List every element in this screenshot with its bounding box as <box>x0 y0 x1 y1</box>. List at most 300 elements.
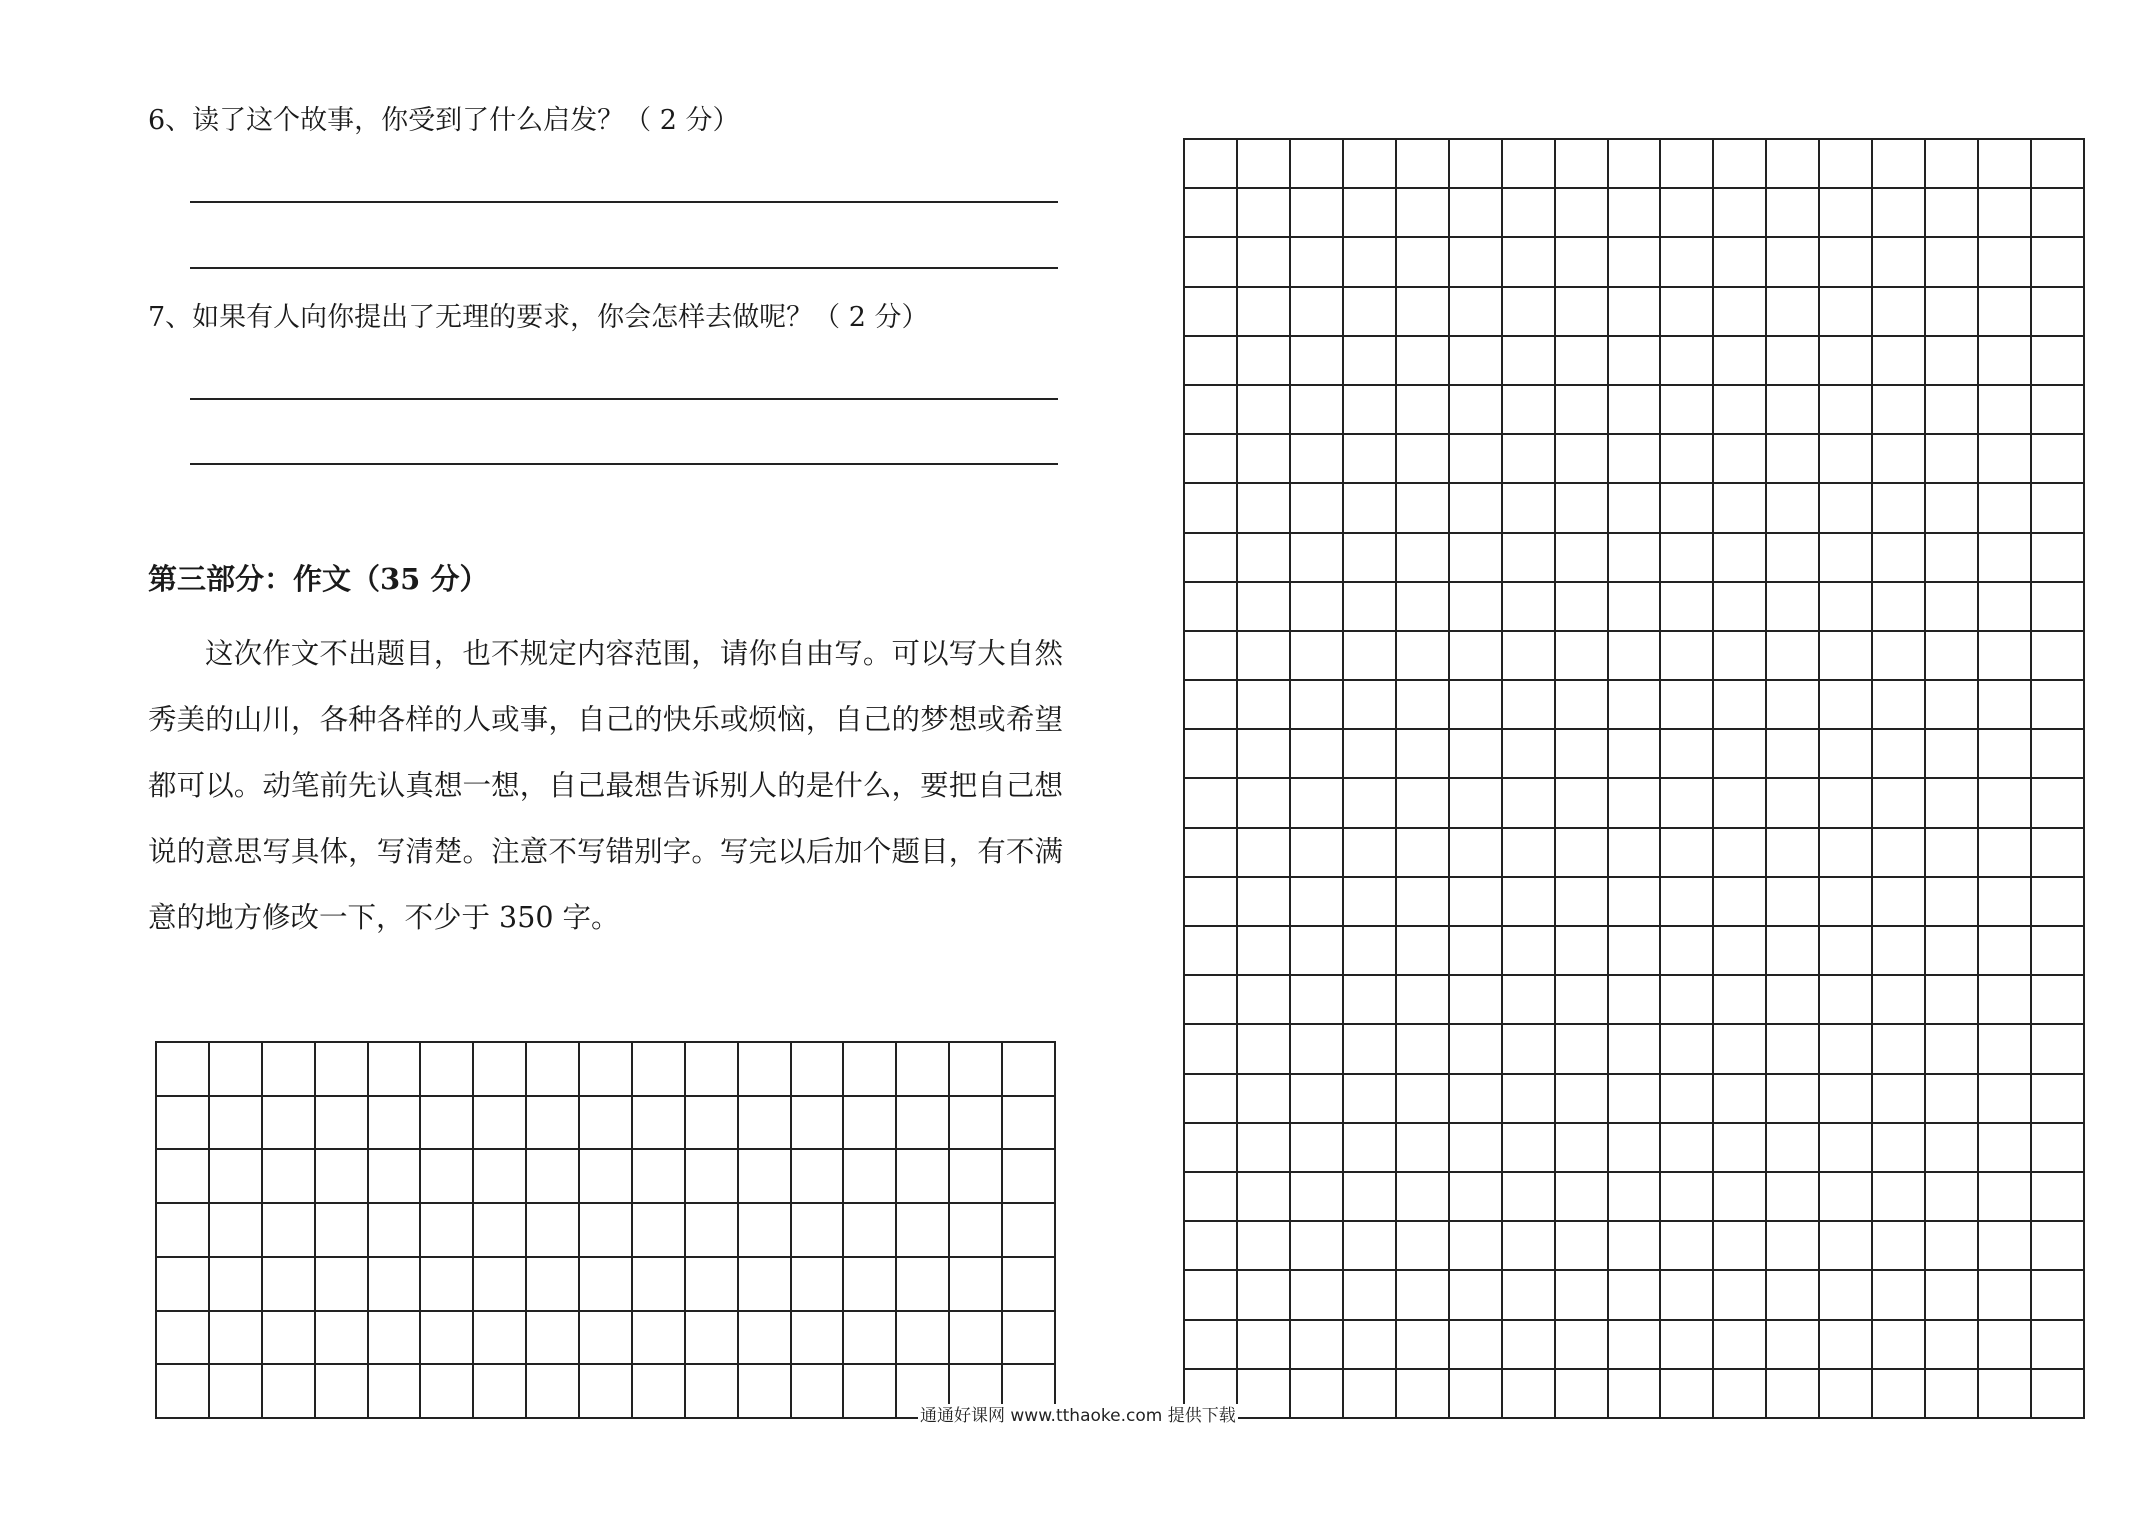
grid-cell[interactable] <box>1503 1321 1556 1370</box>
answer-line-q6-2[interactable] <box>190 267 1058 269</box>
grid-cell[interactable] <box>2032 288 2085 337</box>
grid-cell[interactable] <box>1873 1370 1926 1419</box>
grid-cell[interactable] <box>1185 484 1238 533</box>
grid-cell[interactable] <box>1556 681 1609 730</box>
grid-cell[interactable] <box>897 1043 950 1097</box>
grid-cell[interactable] <box>1873 779 1926 828</box>
grid-cell[interactable] <box>1185 1075 1238 1124</box>
grid-cell[interactable] <box>2032 927 2085 976</box>
grid-cell[interactable] <box>1661 829 1714 878</box>
grid-cell[interactable] <box>421 1043 474 1097</box>
grid-cell[interactable] <box>1820 583 1873 632</box>
grid-cell[interactable] <box>210 1150 263 1204</box>
grid-cell[interactable] <box>1344 435 1397 484</box>
grid-cell[interactable] <box>1344 632 1397 681</box>
grid-cell[interactable] <box>1979 878 2032 927</box>
grid-cell[interactable] <box>1820 1025 1873 1074</box>
grid-cell[interactable] <box>633 1258 686 1312</box>
grid-cell[interactable] <box>421 1150 474 1204</box>
grid-cell[interactable] <box>792 1097 845 1151</box>
grid-cell[interactable] <box>1397 927 1450 976</box>
grid-cell[interactable] <box>1714 976 1767 1025</box>
grid-cell[interactable] <box>950 1150 1003 1204</box>
grid-cell[interactable] <box>1185 140 1238 189</box>
grid-cell[interactable] <box>580 1097 633 1151</box>
grid-cell[interactable] <box>1873 1321 1926 1370</box>
grid-cell[interactable] <box>1609 829 1662 878</box>
grid-cell[interactable] <box>263 1097 316 1151</box>
grid-cell[interactable] <box>474 1312 527 1366</box>
grid-cell[interactable] <box>157 1258 210 1312</box>
grid-cell[interactable] <box>1185 337 1238 386</box>
grid-cell[interactable] <box>1185 632 1238 681</box>
grid-cell[interactable] <box>2032 681 2085 730</box>
grid-cell[interactable] <box>2032 1025 2085 1074</box>
grid-cell[interactable] <box>739 1258 792 1312</box>
grid-cell[interactable] <box>1556 1025 1609 1074</box>
grid-cell[interactable] <box>1238 435 1291 484</box>
grid-cell[interactable] <box>421 1258 474 1312</box>
grid-cell[interactable] <box>1397 1025 1450 1074</box>
grid-cell[interactable] <box>1397 829 1450 878</box>
grid-cell[interactable] <box>1979 1271 2032 1320</box>
grid-cell[interactable] <box>2032 632 2085 681</box>
essay-grid-right[interactable] <box>1183 138 2085 1419</box>
grid-cell[interactable] <box>1238 1321 1291 1370</box>
grid-cell[interactable] <box>950 1258 1003 1312</box>
grid-cell[interactable] <box>1291 878 1344 927</box>
grid-cell[interactable] <box>1979 1370 2032 1419</box>
grid-cell[interactable] <box>1397 435 1450 484</box>
grid-cell[interactable] <box>316 1204 369 1258</box>
grid-cell[interactable] <box>1003 1043 1056 1097</box>
grid-cell[interactable] <box>1820 681 1873 730</box>
grid-cell[interactable] <box>1450 681 1503 730</box>
grid-cell[interactable] <box>2032 779 2085 828</box>
grid-cell[interactable] <box>421 1097 474 1151</box>
grid-cell[interactable] <box>1503 1222 1556 1271</box>
grid-cell[interactable] <box>1661 386 1714 435</box>
grid-cell[interactable] <box>1873 140 1926 189</box>
grid-cell[interactable] <box>1767 189 1820 238</box>
grid-cell[interactable] <box>1873 1173 1926 1222</box>
grid-cell[interactable] <box>1767 829 1820 878</box>
grid-cell[interactable] <box>421 1365 474 1419</box>
grid-cell[interactable] <box>1714 681 1767 730</box>
grid-cell[interactable] <box>1979 976 2032 1025</box>
grid-cell[interactable] <box>527 1043 580 1097</box>
grid-cell[interactable] <box>1661 1222 1714 1271</box>
grid-cell[interactable] <box>1714 1025 1767 1074</box>
grid-cell[interactable] <box>2032 140 2085 189</box>
grid-cell[interactable] <box>1003 1312 1056 1366</box>
grid-cell[interactable] <box>1661 1321 1714 1370</box>
grid-cell[interactable] <box>1503 1025 1556 1074</box>
grid-cell[interactable] <box>1238 386 1291 435</box>
grid-cell[interactable] <box>1873 829 1926 878</box>
grid-cell[interactable] <box>369 1312 422 1366</box>
grid-cell[interactable] <box>1503 1370 1556 1419</box>
grid-cell[interactable] <box>686 1258 739 1312</box>
grid-cell[interactable] <box>1344 681 1397 730</box>
grid-cell[interactable] <box>2032 1124 2085 1173</box>
grid-cell[interactable] <box>1556 140 1609 189</box>
grid-cell[interactable] <box>1185 238 1238 287</box>
grid-cell[interactable] <box>1450 878 1503 927</box>
grid-cell[interactable] <box>210 1043 263 1097</box>
grid-cell[interactable] <box>844 1204 897 1258</box>
grid-cell[interactable] <box>1926 829 1979 878</box>
grid-cell[interactable] <box>844 1150 897 1204</box>
grid-cell[interactable] <box>1661 1173 1714 1222</box>
grid-cell[interactable] <box>792 1150 845 1204</box>
grid-cell[interactable] <box>1556 632 1609 681</box>
grid-cell[interactable] <box>1397 779 1450 828</box>
grid-cell[interactable] <box>1397 1124 1450 1173</box>
grid-cell[interactable] <box>1714 1271 1767 1320</box>
grid-cell[interactable] <box>1661 878 1714 927</box>
grid-cell[interactable] <box>1185 189 1238 238</box>
grid-cell[interactable] <box>1767 238 1820 287</box>
grid-cell[interactable] <box>1873 1075 1926 1124</box>
grid-cell[interactable] <box>1185 1124 1238 1173</box>
grid-cell[interactable] <box>897 1150 950 1204</box>
grid-cell[interactable] <box>1185 534 1238 583</box>
grid-cell[interactable] <box>1714 337 1767 386</box>
grid-cell[interactable] <box>1979 1124 2032 1173</box>
grid-cell[interactable] <box>1344 1370 1397 1419</box>
grid-cell[interactable] <box>1609 878 1662 927</box>
grid-cell[interactable] <box>1820 337 1873 386</box>
grid-cell[interactable] <box>1503 189 1556 238</box>
grid-cell[interactable] <box>1450 189 1503 238</box>
grid-cell[interactable] <box>1926 583 1979 632</box>
grid-cell[interactable] <box>369 1150 422 1204</box>
grid-cell[interactable] <box>1291 140 1344 189</box>
grid-cell[interactable] <box>844 1258 897 1312</box>
grid-cell[interactable] <box>1661 435 1714 484</box>
grid-cell[interactable] <box>1767 386 1820 435</box>
grid-cell[interactable] <box>1450 779 1503 828</box>
grid-cell[interactable] <box>1714 484 1767 533</box>
grid-cell[interactable] <box>1238 1271 1291 1320</box>
grid-cell[interactable] <box>1714 1075 1767 1124</box>
grid-cell[interactable] <box>792 1312 845 1366</box>
grid-cell[interactable] <box>1503 632 1556 681</box>
grid-cell[interactable] <box>1238 1370 1291 1419</box>
grid-cell[interactable] <box>316 1097 369 1151</box>
grid-cell[interactable] <box>1661 189 1714 238</box>
grid-cell[interactable] <box>1873 583 1926 632</box>
grid-cell[interactable] <box>1185 583 1238 632</box>
grid-cell[interactable] <box>1556 337 1609 386</box>
grid-cell[interactable] <box>1767 878 1820 927</box>
grid-cell[interactable] <box>1185 681 1238 730</box>
grid-cell[interactable] <box>1767 140 1820 189</box>
grid-cell[interactable] <box>1397 1271 1450 1320</box>
grid-cell[interactable] <box>1503 976 1556 1025</box>
grid-cell[interactable] <box>1609 534 1662 583</box>
grid-cell[interactable] <box>792 1204 845 1258</box>
grid-cell[interactable] <box>1873 337 1926 386</box>
grid-cell[interactable] <box>1979 583 2032 632</box>
grid-cell[interactable] <box>1926 1075 1979 1124</box>
grid-cell[interactable] <box>1661 779 1714 828</box>
grid-cell[interactable] <box>1556 288 1609 337</box>
grid-cell[interactable] <box>1873 238 1926 287</box>
grid-cell[interactable] <box>686 1365 739 1419</box>
grid-cell[interactable] <box>1820 1173 1873 1222</box>
grid-cell[interactable] <box>1291 238 1344 287</box>
grid-cell[interactable] <box>1185 878 1238 927</box>
grid-cell[interactable] <box>1979 1025 2032 1074</box>
grid-cell[interactable] <box>1609 1173 1662 1222</box>
grid-cell[interactable] <box>1979 238 2032 287</box>
grid-cell[interactable] <box>1767 1271 1820 1320</box>
grid-cell[interactable] <box>1556 534 1609 583</box>
grid-cell[interactable] <box>1291 632 1344 681</box>
grid-cell[interactable] <box>1873 878 1926 927</box>
grid-cell[interactable] <box>1767 534 1820 583</box>
grid-cell[interactable] <box>1926 189 1979 238</box>
grid-cell[interactable] <box>1450 976 1503 1025</box>
grid-cell[interactable] <box>1503 484 1556 533</box>
grid-cell[interactable] <box>1767 632 1820 681</box>
grid-cell[interactable] <box>1344 1173 1397 1222</box>
grid-cell[interactable] <box>1820 976 1873 1025</box>
grid-cell[interactable] <box>1820 730 1873 779</box>
grid-cell[interactable] <box>1344 1124 1397 1173</box>
grid-cell[interactable] <box>1609 1222 1662 1271</box>
grid-cell[interactable] <box>1556 1222 1609 1271</box>
grid-cell[interactable] <box>1450 927 1503 976</box>
grid-cell[interactable] <box>1556 238 1609 287</box>
grid-cell[interactable] <box>1238 1025 1291 1074</box>
grid-cell[interactable] <box>1609 632 1662 681</box>
grid-cell[interactable] <box>1503 435 1556 484</box>
grid-cell[interactable] <box>1238 189 1291 238</box>
grid-cell[interactable] <box>157 1043 210 1097</box>
grid-cell[interactable] <box>950 1043 1003 1097</box>
grid-cell[interactable] <box>1609 583 1662 632</box>
grid-cell[interactable] <box>1503 288 1556 337</box>
grid-cell[interactable] <box>2032 1075 2085 1124</box>
grid-cell[interactable] <box>686 1204 739 1258</box>
grid-cell[interactable] <box>1238 779 1291 828</box>
grid-cell[interactable] <box>1238 534 1291 583</box>
grid-cell[interactable] <box>527 1150 580 1204</box>
grid-cell[interactable] <box>1609 976 1662 1025</box>
grid-cell[interactable] <box>1450 288 1503 337</box>
grid-cell[interactable] <box>1609 1124 1662 1173</box>
grid-cell[interactable] <box>580 1204 633 1258</box>
grid-cell[interactable] <box>1185 730 1238 779</box>
grid-cell[interactable] <box>1238 730 1291 779</box>
grid-cell[interactable] <box>1820 435 1873 484</box>
grid-cell[interactable] <box>1926 1025 1979 1074</box>
grid-cell[interactable] <box>1450 337 1503 386</box>
grid-cell[interactable] <box>316 1312 369 1366</box>
grid-cell[interactable] <box>897 1204 950 1258</box>
grid-cell[interactable] <box>1450 829 1503 878</box>
grid-cell[interactable] <box>1661 681 1714 730</box>
grid-cell[interactable] <box>1873 976 1926 1025</box>
grid-cell[interactable] <box>686 1043 739 1097</box>
grid-cell[interactable] <box>1450 1173 1503 1222</box>
grid-cell[interactable] <box>2032 829 2085 878</box>
grid-cell[interactable] <box>1503 1075 1556 1124</box>
grid-cell[interactable] <box>897 1097 950 1151</box>
grid-cell[interactable] <box>1291 1075 1344 1124</box>
grid-cell[interactable] <box>1238 238 1291 287</box>
grid-cell[interactable] <box>1450 484 1503 533</box>
grid-cell[interactable] <box>1503 583 1556 632</box>
grid-cell[interactable] <box>1979 435 2032 484</box>
grid-cell[interactable] <box>157 1150 210 1204</box>
grid-cell[interactable] <box>1873 927 1926 976</box>
grid-cell[interactable] <box>1503 1173 1556 1222</box>
grid-cell[interactable] <box>1767 1075 1820 1124</box>
grid-cell[interactable] <box>1344 779 1397 828</box>
grid-cell[interactable] <box>844 1043 897 1097</box>
grid-cell[interactable] <box>1291 681 1344 730</box>
grid-cell[interactable] <box>1609 927 1662 976</box>
grid-cell[interactable] <box>1450 1025 1503 1074</box>
grid-cell[interactable] <box>1344 386 1397 435</box>
grid-cell[interactable] <box>1238 1173 1291 1222</box>
grid-cell[interactable] <box>263 1150 316 1204</box>
grid-cell[interactable] <box>1003 1204 1056 1258</box>
grid-cell[interactable] <box>527 1365 580 1419</box>
grid-cell[interactable] <box>1926 337 1979 386</box>
grid-cell[interactable] <box>1820 779 1873 828</box>
grid-cell[interactable] <box>1926 534 1979 583</box>
grid-cell[interactable] <box>1556 779 1609 828</box>
grid-cell[interactable] <box>1556 484 1609 533</box>
grid-cell[interactable] <box>1609 1271 1662 1320</box>
essay-grid-left[interactable] <box>155 1041 1056 1419</box>
grid-cell[interactable] <box>1926 976 1979 1025</box>
grid-cell[interactable] <box>1926 779 1979 828</box>
grid-cell[interactable] <box>2032 1370 2085 1419</box>
grid-cell[interactable] <box>1714 632 1767 681</box>
grid-cell[interactable] <box>1926 1173 1979 1222</box>
grid-cell[interactable] <box>1450 632 1503 681</box>
grid-cell[interactable] <box>1820 878 1873 927</box>
grid-cell[interactable] <box>1185 1321 1238 1370</box>
grid-cell[interactable] <box>1661 238 1714 287</box>
grid-cell[interactable] <box>1556 927 1609 976</box>
grid-cell[interactable] <box>1873 484 1926 533</box>
grid-cell[interactable] <box>1979 484 2032 533</box>
grid-cell[interactable] <box>1344 1321 1397 1370</box>
grid-cell[interactable] <box>1397 238 1450 287</box>
grid-cell[interactable] <box>1238 1124 1291 1173</box>
grid-cell[interactable] <box>950 1312 1003 1366</box>
grid-cell[interactable] <box>1609 337 1662 386</box>
grid-cell[interactable] <box>1556 435 1609 484</box>
grid-cell[interactable] <box>1661 1124 1714 1173</box>
grid-cell[interactable] <box>1503 1124 1556 1173</box>
grid-cell[interactable] <box>1926 484 1979 533</box>
grid-cell[interactable] <box>2032 583 2085 632</box>
grid-cell[interactable] <box>263 1204 316 1258</box>
grid-cell[interactable] <box>1979 681 2032 730</box>
grid-cell[interactable] <box>1185 435 1238 484</box>
grid-cell[interactable] <box>1714 1370 1767 1419</box>
grid-cell[interactable] <box>1556 976 1609 1025</box>
grid-cell[interactable] <box>1820 1222 1873 1271</box>
grid-cell[interactable] <box>1450 534 1503 583</box>
grid-cell[interactable] <box>1926 386 1979 435</box>
grid-cell[interactable] <box>1820 1370 1873 1419</box>
grid-cell[interactable] <box>1185 927 1238 976</box>
grid-cell[interactable] <box>1661 1370 1714 1419</box>
grid-cell[interactable] <box>2032 484 2085 533</box>
grid-cell[interactable] <box>1767 435 1820 484</box>
grid-cell[interactable] <box>527 1258 580 1312</box>
grid-cell[interactable] <box>1344 238 1397 287</box>
grid-cell[interactable] <box>1450 583 1503 632</box>
grid-cell[interactable] <box>1291 1025 1344 1074</box>
grid-cell[interactable] <box>844 1365 897 1419</box>
grid-cell[interactable] <box>1397 1173 1450 1222</box>
grid-cell[interactable] <box>1926 878 1979 927</box>
grid-cell[interactable] <box>1291 484 1344 533</box>
grid-cell[interactable] <box>1609 435 1662 484</box>
grid-cell[interactable] <box>1291 386 1344 435</box>
grid-cell[interactable] <box>421 1312 474 1366</box>
grid-cell[interactable] <box>1397 632 1450 681</box>
grid-cell[interactable] <box>474 1043 527 1097</box>
grid-cell[interactable] <box>1609 681 1662 730</box>
grid-cell[interactable] <box>1926 1124 1979 1173</box>
grid-cell[interactable] <box>633 1204 686 1258</box>
grid-cell[interactable] <box>1609 238 1662 287</box>
grid-cell[interactable] <box>1714 829 1767 878</box>
grid-cell[interactable] <box>1397 681 1450 730</box>
grid-cell[interactable] <box>474 1204 527 1258</box>
grid-cell[interactable] <box>1397 1075 1450 1124</box>
grid-cell[interactable] <box>1185 1025 1238 1074</box>
grid-cell[interactable] <box>474 1365 527 1419</box>
grid-cell[interactable] <box>1873 288 1926 337</box>
grid-cell[interactable] <box>1609 189 1662 238</box>
grid-cell[interactable] <box>1820 140 1873 189</box>
grid-cell[interactable] <box>792 1365 845 1419</box>
grid-cell[interactable] <box>1979 632 2032 681</box>
grid-cell[interactable] <box>369 1365 422 1419</box>
grid-cell[interactable] <box>1185 976 1238 1025</box>
grid-cell[interactable] <box>1661 484 1714 533</box>
grid-cell[interactable] <box>1979 288 2032 337</box>
grid-cell[interactable] <box>1661 730 1714 779</box>
grid-cell[interactable] <box>1556 1075 1609 1124</box>
grid-cell[interactable] <box>633 1043 686 1097</box>
grid-cell[interactable] <box>1397 976 1450 1025</box>
grid-cell[interactable] <box>1344 878 1397 927</box>
grid-cell[interactable] <box>739 1204 792 1258</box>
grid-cell[interactable] <box>1344 140 1397 189</box>
grid-cell[interactable] <box>1661 140 1714 189</box>
grid-cell[interactable] <box>1714 1222 1767 1271</box>
grid-cell[interactable] <box>1661 337 1714 386</box>
grid-cell[interactable] <box>1714 927 1767 976</box>
grid-cell[interactable] <box>1767 1222 1820 1271</box>
grid-cell[interactable] <box>2032 238 2085 287</box>
grid-cell[interactable] <box>1185 1173 1238 1222</box>
answer-line-q7-1[interactable] <box>190 398 1058 400</box>
